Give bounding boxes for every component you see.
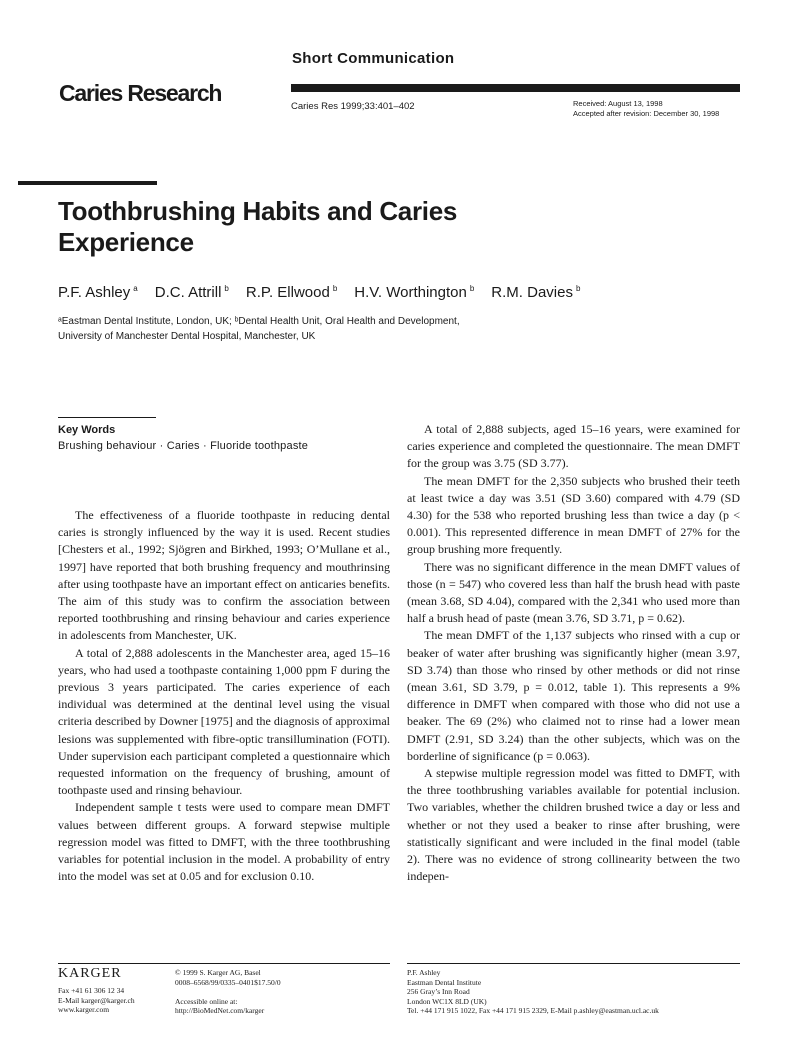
paragraph: A total of 2,888 subjects, aged 15–16 years, were examined for caries experience and completed the questionnaire. The mean DMFT for the group was 3.75 (SD 3.77). — [407, 422, 740, 471]
accepted-date: Accepted after revision: December 30, 1998 — [573, 109, 720, 118]
citation: Caries Res 1999;33:401–402 — [291, 101, 415, 112]
body-column-left — [58, 507, 390, 885]
correspondence-line: Eastman Dental Institute — [407, 977, 482, 987]
affiliations — [58, 314, 578, 344]
publisher-contact — [58, 986, 135, 1015]
paragraph: The effectiveness of a fluoride toothpaste in reducing dental caries is strongly influenced by the way it is used. Recent studies [Chesters et al., 1992; Sjögren and Birkhed, 1993; O’Mullane et al., 1997] have reported that both brushing frequency and mouthrinsing after using toothpaste have an important effect on anticaries benefits. The aim of this study was to confirm the association between reported toothbrushing and rinsing behaviour and caries experience in adolescents from Manchester, UK. — [58, 508, 390, 643]
author: R.M. Davies $^b$ — [491, 284, 581, 301]
correspondence-line: P.F. Ashley — [407, 968, 441, 977]
publisher-website: www.karger.com — [58, 1005, 110, 1014]
article-title: Toothbrushing Habits and Caries Experience — [58, 196, 458, 257]
publisher-logo: KARGER — [58, 966, 122, 981]
copyright-line: © 1999 S. Karger AG, Basel — [175, 968, 261, 977]
paragraph: Independent sample t tests were used to compare mean DMFT values between different groups. A forward stepwise multiple regression model was fitted to DMFT, with the three toothbrushing variables for potential inclusion in the model. A probability of entry into the model was set at 0.05 and for exclusion 0.10. — [58, 800, 390, 884]
paragraph: There was no significant difference in the mean DMFT values of those (n = 547) who covered less than half the brush head with paste (mean 3.68, SD 4.04), compared with the 2,341 who used more than half a brush head of paste (mean 3.76, SD 3.71, p = 0.62). — [407, 559, 740, 626]
paragraph: A total of 2,888 adolescents in the Manchester area, aged 15–16 years, who had used a toothpaste containing 1,000 ppm F during the previous 3 years participated. The caries experience of each individual was determined at the dentinal level using the visual criteria described by Downer [1975] and the diagnosis of approximal lesions was supplemented with fibre-optic transillumination (FOTI). Under supervision each participant completed a questionnaire which requested information on the frequency of brushing, amount of toothpaste used and rinsing behaviour. — [58, 645, 390, 798]
article-dates — [573, 99, 719, 119]
publisher-email: E-Mail karger@karger.ch — [58, 995, 135, 1005]
author: P.F. Ashley $^a$ — [58, 284, 138, 301]
keywords-heading: Key Words — [58, 424, 116, 436]
author: R.P. Ellwood $^b$ — [245, 284, 338, 301]
correspondence-line: Tel. +44 171 915 1022, Fax +44 171 915 2329, E-Mail p.ashley@eastman.ucl.ac.uk — [407, 1006, 659, 1015]
keywords-list: Brushing behaviour · Caries · Fluoride toothpaste — [58, 440, 309, 452]
correspondence-line: London WC1X 8LD (UK) — [407, 996, 487, 1006]
footer-rule-right — [407, 963, 740, 964]
affiliation-line: University of Manchester Dental Hospital, Manchester, UK — [58, 331, 316, 342]
spacer-line — [175, 987, 281, 997]
issn-line: 0008–6568/99/0335–0401$17.50/0 — [175, 977, 281, 987]
section-label: Short Communication — [292, 50, 455, 67]
author: D.C. Attrill $^b$ — [154, 284, 229, 301]
footer-rule-left — [58, 963, 390, 964]
paragraph: The mean DMFT of the 1,137 subjects who rinsed with a cup or beaker of water after brushing was significantly higher (mean 3.97, SD 3.74) than those who rinsed by other methods or did not rinse (mean 3.61, SD 3.79, p = 0.012, table 1). This represents a 9% difference in DMFT when compared with those who did not use a beaker. The 69 (2%) who claimed not to rinse had a lower mean DMFT (2.91, SD 3.24) than the other subjects, which was on the borderline of significance (p = 0.063). — [407, 628, 740, 763]
online-access-url: http://BioMedNet.com/karger — [175, 1006, 265, 1015]
affiliation-line: ᵃEastman Dental Institute, London, UK; ᵇDental Health Unit, Oral Health and Development, — [58, 316, 460, 327]
copyright-block — [175, 968, 281, 1016]
paragraph: The mean DMFT for the 2,350 subjects who brushed their teeth at least twice a day was 3.51 (SD 3.60) compared with 4.79 (SD 4.30) for the 538 who reported brushing less than twice a day (p < 0.001). This represented difference in mean DMFT of 27% for the group brushing more frequently. — [407, 473, 740, 557]
online-access-label: Accessible online at: — [175, 996, 238, 1006]
received-date: Received: August 13, 1998 — [573, 99, 663, 108]
correspondence-address — [407, 968, 659, 1016]
author-list — [58, 284, 580, 301]
correspondence-line: 256 Gray’s Inn Road — [407, 987, 470, 996]
body-column-right — [407, 421, 740, 885]
keywords-rule — [58, 417, 156, 418]
header-rule — [291, 84, 740, 92]
publisher-fax: Fax +41 61 306 12 34 — [58, 986, 125, 995]
author: H.V. Worthington $^b$ — [354, 284, 475, 301]
paragraph: A stepwise multiple regression model was fitted to DMFT, with the three toothbrushing variables available for potential inclusion. Two variables, whether the children brushed twice a day or less and whether or not they used a beaker to rinse after brushing, were statistically significant and were included in the final model (table 2). There was no evidence of strong collinearity between the two indepen- — [407, 766, 740, 884]
journal-name: Caries Research — [59, 80, 222, 106]
title-accent-rule — [18, 181, 157, 185]
